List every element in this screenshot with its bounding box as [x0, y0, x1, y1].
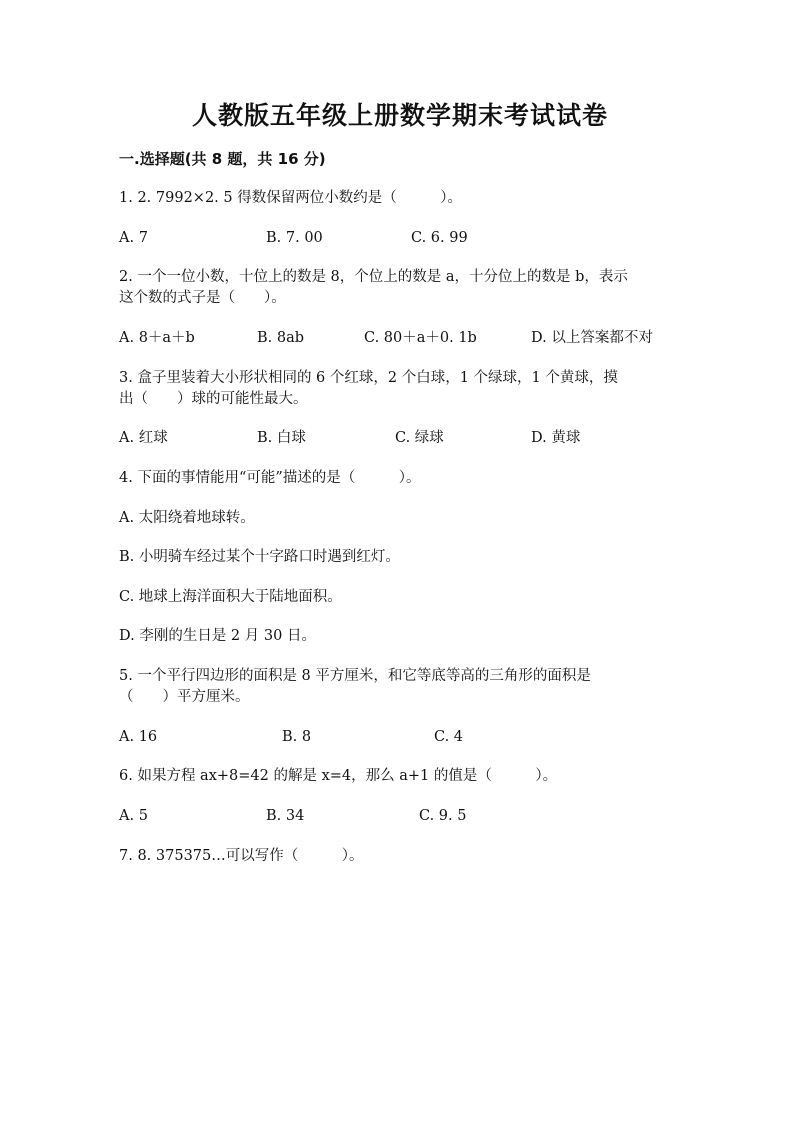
question-5-text-line-2: （ ）平方厘米。	[119, 689, 250, 705]
question-1-option-c: C. 6. 99	[411, 230, 468, 246]
question-2-option-c: C. 80＋a＋0. 1b	[364, 330, 477, 346]
question-3-text-line-1: 3. 盒子里装着大小形状相同的 6 个红球，2 个白球，1 个绿球，1 个黄球，摸	[119, 370, 618, 386]
question-4-option-b: B. 小明骑车经过某个十字路口时遇到红灯。	[119, 549, 400, 565]
question-3-option-c: C. 绿球	[395, 430, 444, 446]
question-2-text-line-2: 这个数的式子是（ ）。	[119, 290, 286, 306]
question-1-option-a: A. 7	[119, 230, 148, 246]
question-7-text: 7. 8. 375375…可以写作（ ）。	[119, 848, 364, 864]
question-4-option-a: A. 太阳绕着地球转。	[119, 510, 255, 526]
question-6-option-b: B. 34	[266, 808, 305, 824]
question-6-option-a: A. 5	[119, 808, 148, 824]
question-1-text: 1. 2. 7992×2. 5 得数保留两位小数约是（ ）。	[119, 190, 462, 206]
question-5-option-b: B. 8	[282, 729, 312, 745]
question-6-text: 6. 如果方程 ax+8=42 的解是 x=4，那么 a+1 的值是（ ）。	[119, 768, 558, 784]
question-5-option-a: A. 16	[119, 729, 158, 745]
question-3-text-line-2: 出（ ）球的可能性最大。	[119, 391, 308, 407]
question-4-option-c: C. 地球上海洋面积大于陆地面积。	[119, 589, 342, 605]
question-2-text-line-1: 2. 一个一位小数，十位上的数是 8，个位上的数是 a，十分位上的数是 b，表示	[119, 269, 628, 285]
question-2-option-a: A. 8＋a＋b	[119, 330, 195, 346]
question-4-option-d: D. 李刚的生日是 2 月 30 日。	[119, 628, 316, 644]
question-3-option-a: A. 红球	[119, 430, 168, 446]
section-header: 一.选择题(共 8 题，共 16 分)	[119, 150, 326, 168]
question-3-option-d: D. 黄球	[531, 430, 581, 446]
exam-title: 人教版五年级上册数学期末考试试卷	[191, 101, 608, 130]
question-1-option-b: B. 7. 00	[266, 230, 323, 246]
question-6-option-c: C. 9. 5	[419, 808, 467, 824]
question-5-option-c: C. 4	[434, 729, 464, 745]
question-5-text-line-1: 5. 一个平行四边形的面积是 8 平方厘米，和它等底等高的三角形的面积是	[119, 668, 591, 684]
question-4-text: 4. 下面的事情能用“可能”描述的是（ ）。	[119, 470, 421, 486]
question-2-option-d: D. 以上答案都不对	[531, 330, 653, 346]
question-2-option-b: B. 8ab	[257, 330, 305, 346]
question-3-option-b: B. 白球	[257, 430, 306, 446]
